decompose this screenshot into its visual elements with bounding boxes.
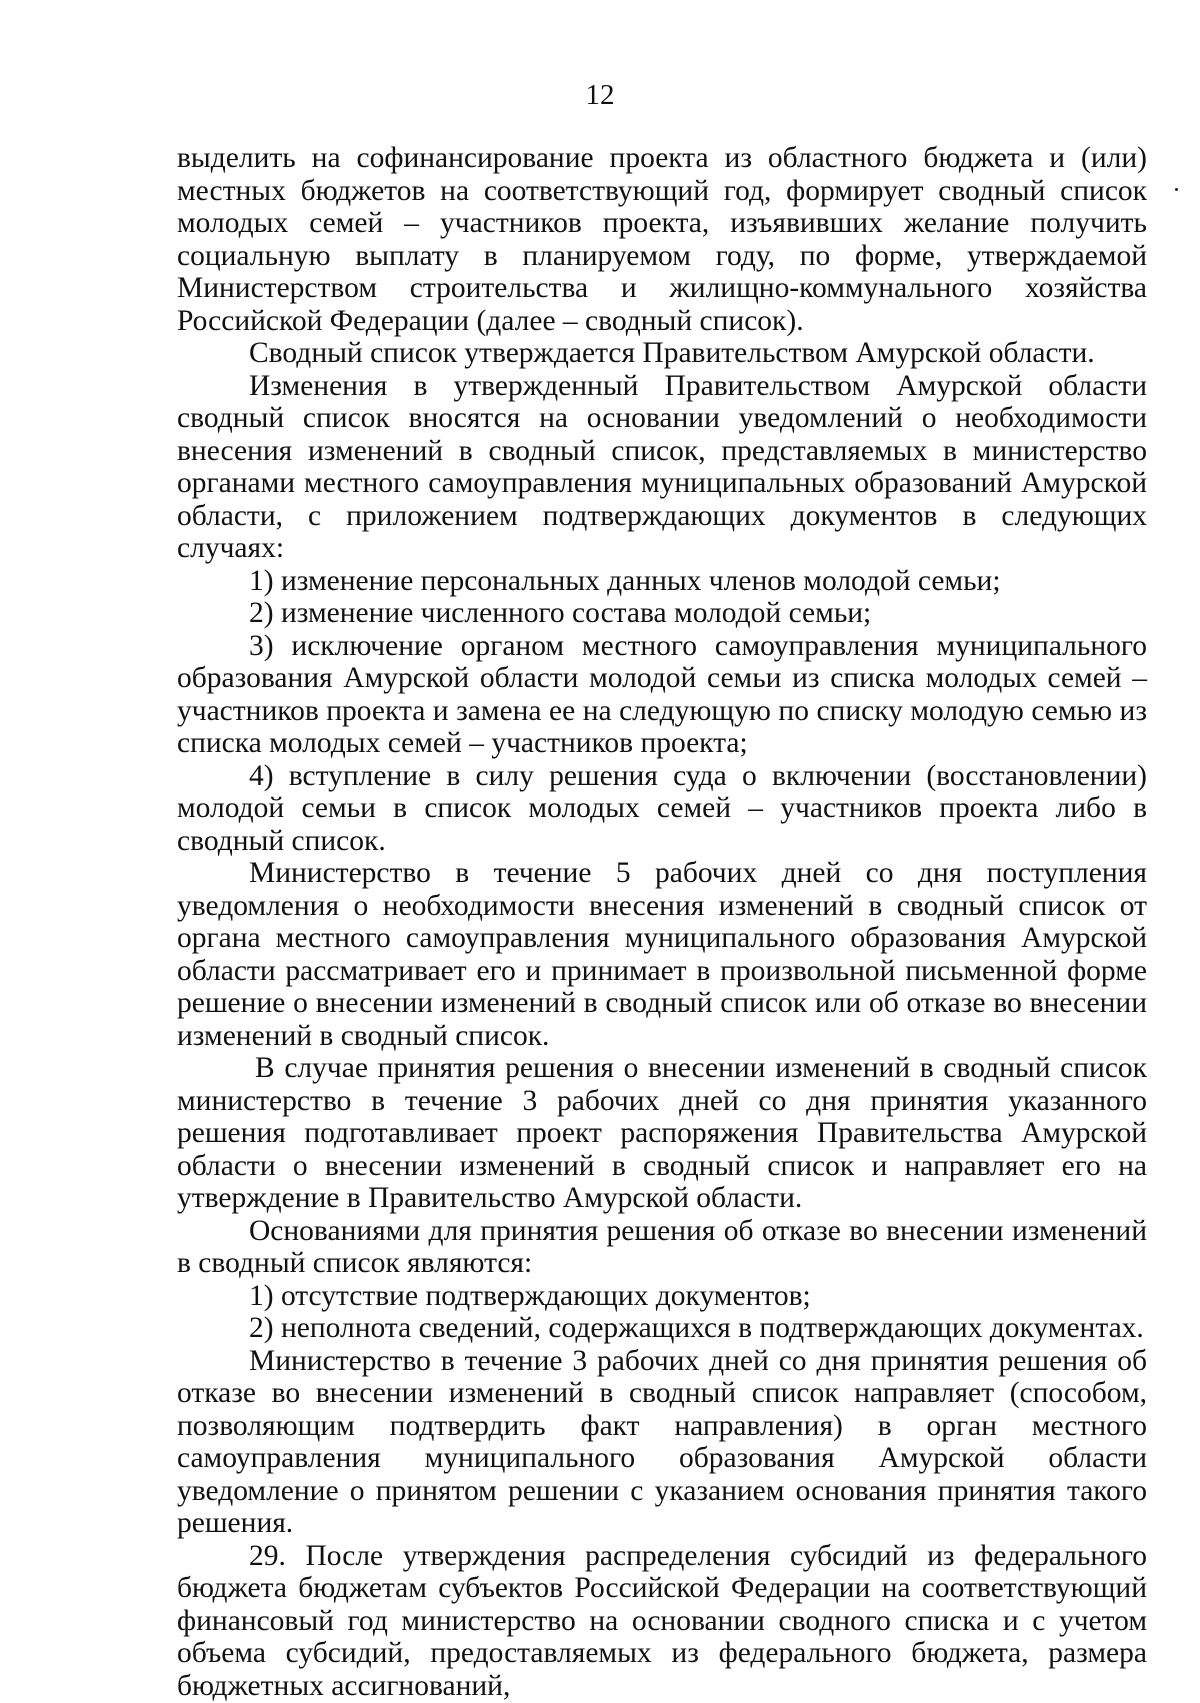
paragraph: Изменения в утвержденный Правительством Амурской области сводный список вносятся на основании уведомлений о необходимости внесения изменений в сводный список, представляемых в министерство органами местного самоуправления муниципальных образований Амурской области, с приложением подтверждающих документов в следующих случаях: bbox=[177, 369, 1147, 564]
list-item: 3) исключение органом местного самоуправления муниципального образования Амурской области молодой семьи из списка молодых семей – участников проекта и замена ее на следующую по списку молодую семью из списка молодых семей – участников проекта; bbox=[177, 629, 1147, 759]
paragraph: Основаниями для принятия решения об отказе во внесении изменений в сводный список являются: bbox=[177, 1214, 1147, 1279]
paragraph: Министерство в течение 5 рабочих дней со дня поступления уведомления о необходимости внесения изменений в сводный список от органа местного самоуправления муниципального образования Амурской области рассматривает его и принимает в произвольной письменной форме решение о внесении изменений в сводный список или об отказе во внесении изменений в сводный список. bbox=[177, 857, 1147, 1052]
document-body bbox=[177, 142, 1147, 1702]
list-item: 2) неполнота сведений, содержащихся в подтверждающих документах. bbox=[249, 1312, 1144, 1344]
list-item: 4) вступление в силу решения суда о включении (восстановлении) молодой семьи в список молодых семей – участников проекта либо в сводный список. bbox=[177, 759, 1147, 857]
list-item: 1) отсутствие подтверждающих документов; bbox=[249, 1279, 811, 1312]
section-paragraph-29: 29. После утверждения распределения субсидий из федерального бюджета бюджетам субъектов Российской Федерации на соответствующий финансовый год министерство на основании сводного списка и с учетом объема субсидий, предоставляемых из федерального бюджета, размера бюджетных ассигнований, bbox=[177, 1539, 1147, 1702]
scan-artifact-dot bbox=[1175, 188, 1178, 191]
paragraph: Министерство в течение 3 рабочих дней со дня принятия решения об отказе во внесении изменений в сводный список направляет (способом, позволяющим подтвердить факт направления) в орган местного самоуправления муниципального образования Амурской области уведомление о принятом решении с указанием основания принятия такого решения. bbox=[177, 1344, 1147, 1539]
list-item: 1) изменение персональных данных членов молодой семьи; bbox=[249, 564, 1001, 597]
paragraph: В случае принятия решения о внесении изменений в сводный список министерство в течение 3 рабочих дней со дня принятия указанного решения подготавливает проект распоряжения Правительства Амурской области о внесении изменений в сводный список и направляет его на утверждение в Правительство Амурской области. bbox=[177, 1052, 1147, 1214]
paragraph: Сводный список утверждается Правительством Амурской области. bbox=[249, 337, 1095, 369]
page-number: 12 bbox=[585, 79, 615, 111]
list-item: 2) изменение численного состава молодой семьи; bbox=[249, 597, 872, 629]
paragraph-continuation: выделить на софинансирование проекта из областного бюджета и (или) местных бюджетов на соответствующий год, формирует сводный список молодых семей – участников проекта, изъявивших желание получить социальную выплату в планируемом году, по форме, утверждаемой Министерством строительства и жилищно-коммунального хозяйства Российской Федерации (далее – сводный список). bbox=[177, 142, 1147, 337]
